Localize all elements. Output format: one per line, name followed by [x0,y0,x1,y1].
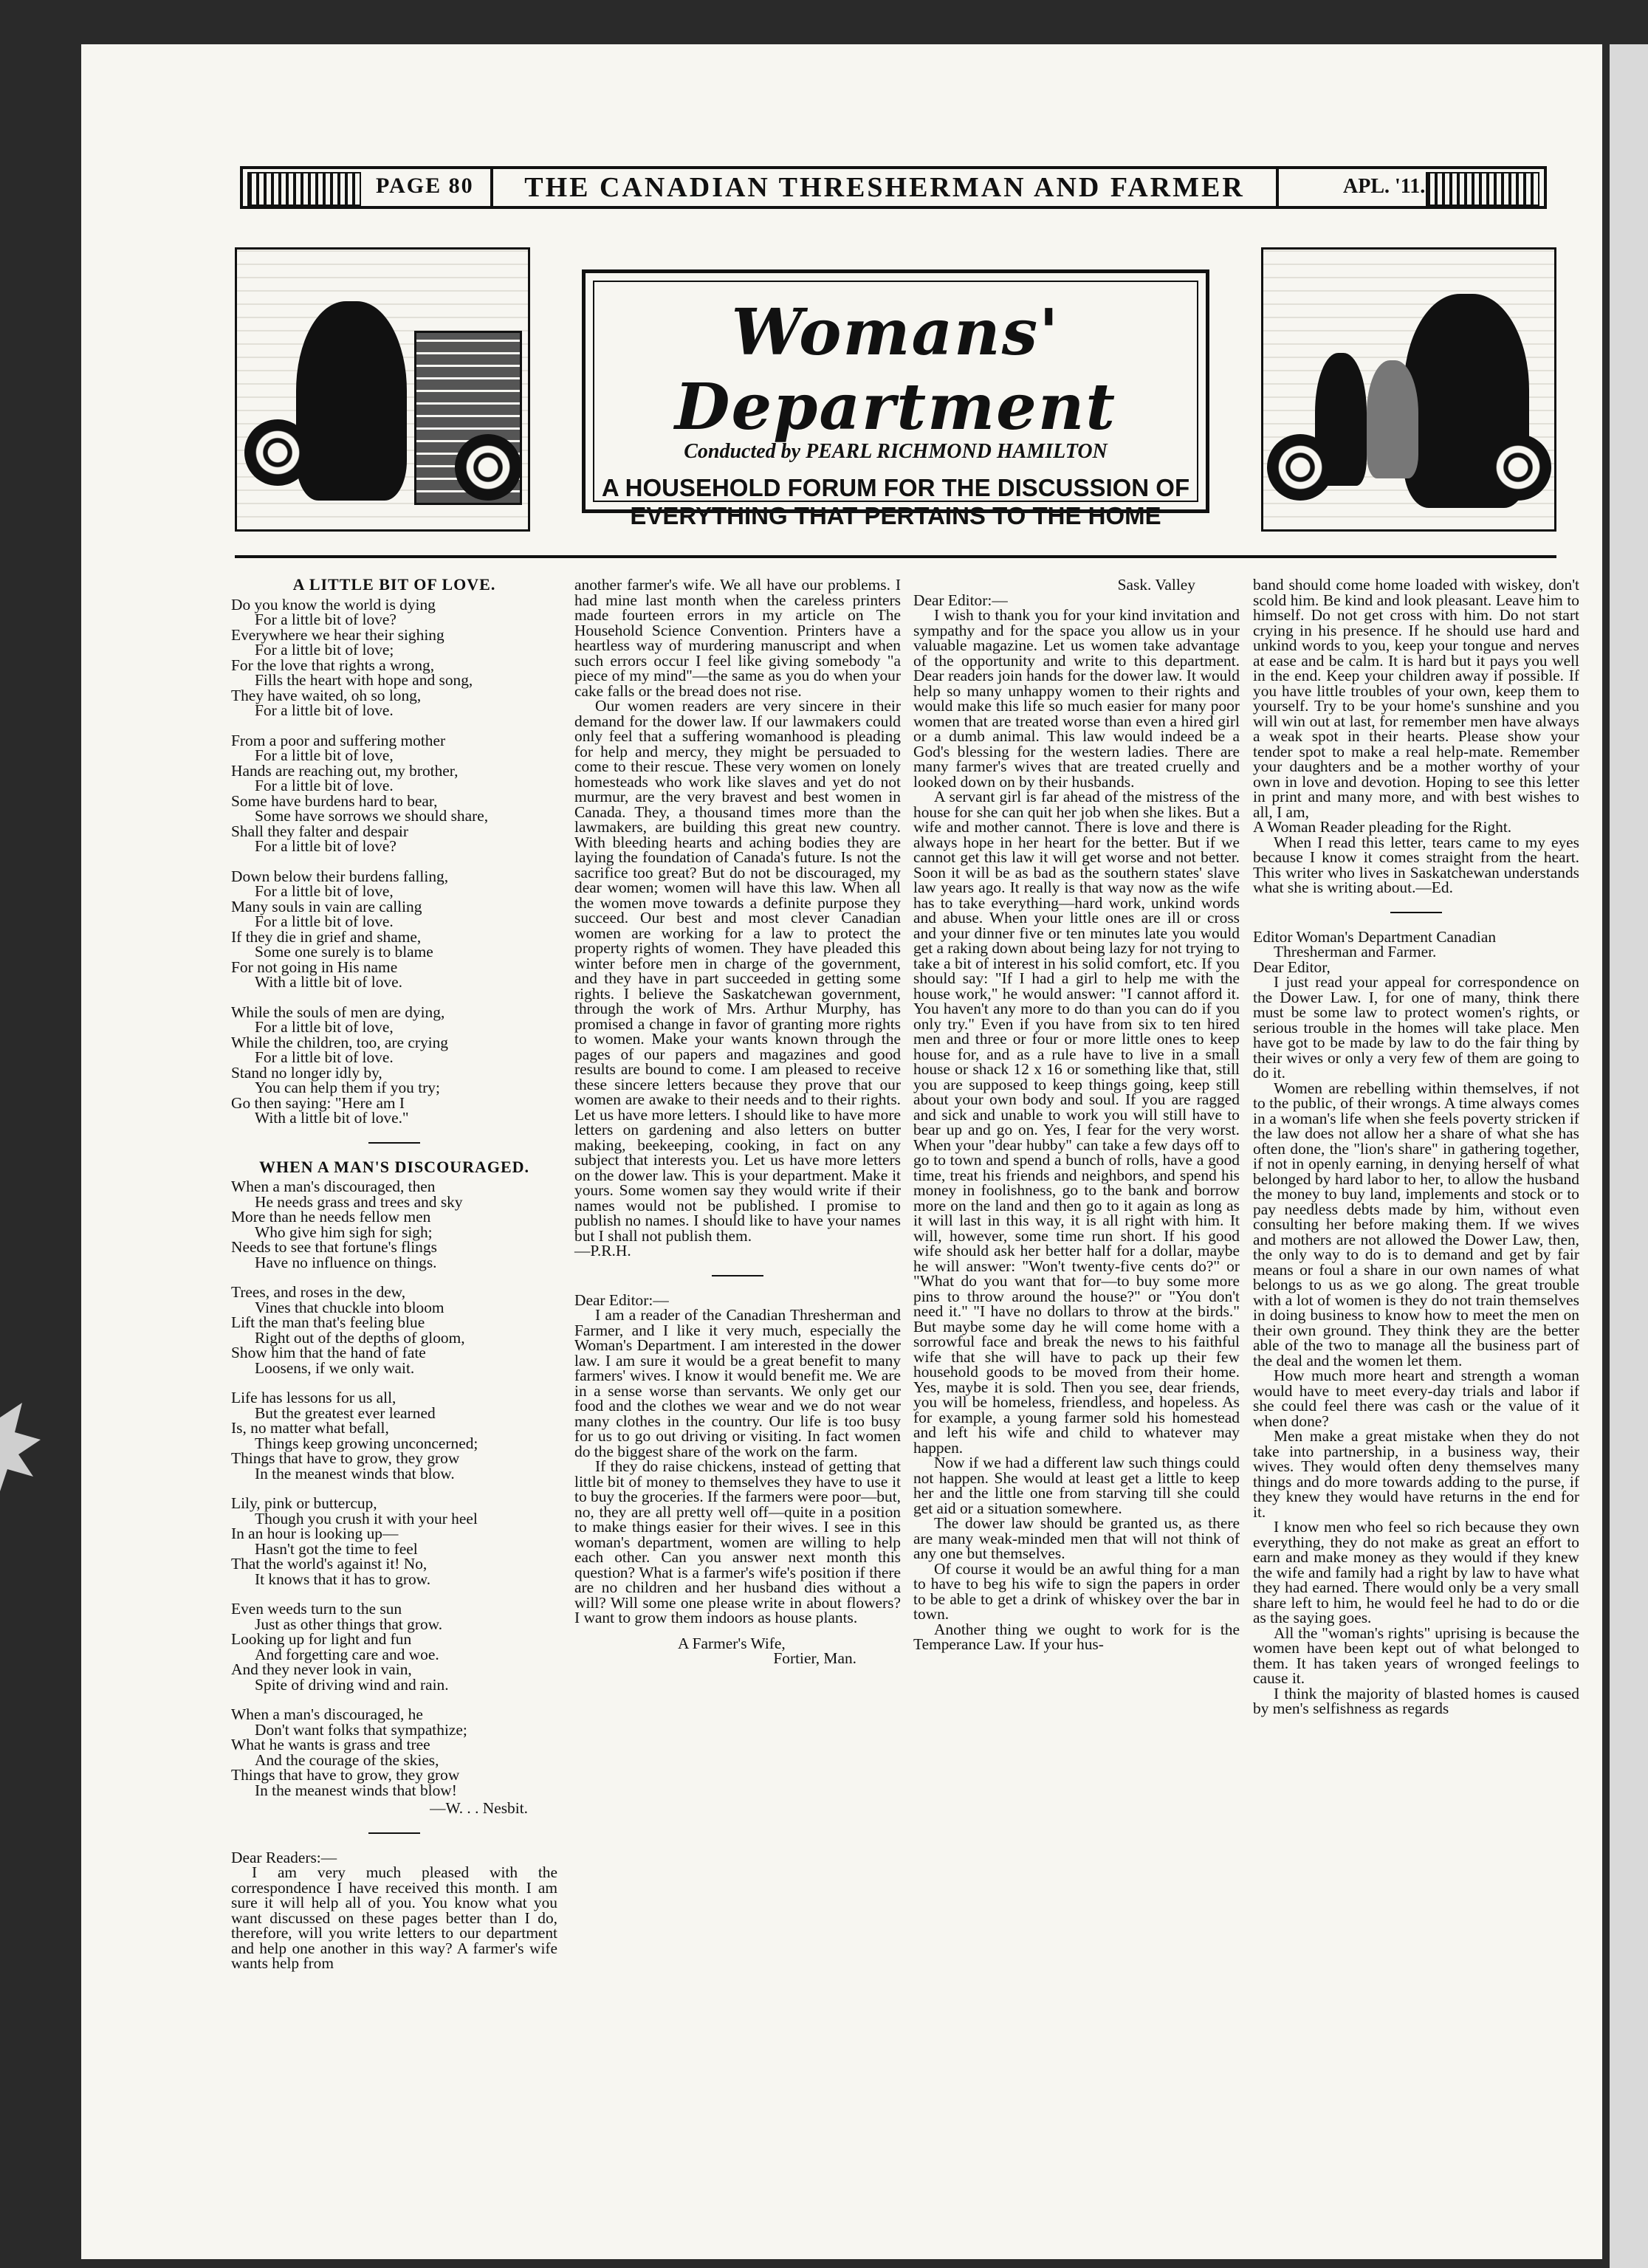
poem-line: That the world's against it! No, [231,1555,428,1573]
poem-stanza [231,1707,557,1798]
poem-line: Some have sorrows we should share, [255,807,489,825]
poem-line: You can help them if you try; [255,1079,440,1096]
poem-stanza [231,1390,557,1481]
poem-stanza [231,1005,557,1126]
paragraph: another farmer's wife. We all have our problems. I had mine last month when the careless printers made fourteen errors in my article on The Household Science Convention. Printers have a heartless way of murdering manuscript and when such errors occur I feel like giving somebody "a piece of my mind"—the same as you do when your cake falls or the bread does not rise. [574,576,901,700]
issue-date: APL. '11. [1343,175,1426,198]
poem-line: Is, no matter what befall, [231,1419,389,1437]
conducted-by: Conducted by PEARL RICHMOND HAMILTON [684,440,1108,463]
poem-line: Vines that chuckle into bloom [255,1298,444,1316]
poem-line: Spite of driving wind and rain. [255,1675,449,1694]
letter-greeting: Dear Editor, [1253,958,1331,976]
publication-title: THE CANADIAN THRESHERMAN AND FARMER [490,169,1279,206]
paragraph: I think the majority of blasted homes is caused by men's selfishness as regards [1253,1684,1579,1717]
column-1 [231,577,557,1971]
torn-margin-mark [0,1388,52,1506]
paragraph: Another thing we ought to work for is the Temperance Law. If your hus- [913,1620,1240,1653]
department-title-panel [582,269,1209,529]
poem-when-a-mans-discouraged [231,1179,557,1798]
signature: —P.R.H. [574,1242,631,1260]
poem-line: Things that have to grow, they grow [231,1766,460,1784]
poem-line: And they never look in vain, [231,1660,412,1678]
poem-line: In an hour is looking up— [231,1525,399,1542]
poem-line: Lift the man that's feeling blue [231,1313,425,1331]
poem-line: Life has lessons for us all, [231,1389,396,1406]
illustration-mother-children [1261,247,1556,532]
paragraph: A servant girl is far ahead of the mistress of the house for she can quit her job when she likes. But a wife and mother cannot. There is love and there is always hope in her heart for the better. But if we cannot get this law it will get worse and not better. Soon it will be as bad as the southern states' slave law years ago. It really is that way now as the wife has to take everything—hard work, unkind words and abuse. When your little ones are ill or cross and your dinner five or ten minutes late you would get a raking down about being lazy for not trying to take a bit of interest in his solid comfort, etc. If you should say: "If I had a girl to help me with the house work," he would answer: "I cannot afford it. You haven't any more to do than you can do if you only try." Even if you have from six to ten hired men and three or four or more little ones to keep house for, and as a rule have to live in a small house or shack 12 x 16 or something like that, still you are supposed to keep things going, keep still about your own body and soul. If you are ragged and sick and unable to work you will still have to bear up and go on. Yes, I fear for the very worst. When your "dear hubby" can take a few days off to go to town and spend a bunch of rolls, have a good time, treat his friends and neighbors, and spend his money in foolishness, go to the bank and borrow more on the land and then go to it again as long as it will last in this way, it is all right with him. It will, however, some time run short. If his good wife should ask her better half for a dollar, maybe he will answer: "Won't twenty-five cents do?" or "What do you want that for—to buy some more pins to throw around the house?" or "You don't need it." "I have no dollars to throw at the birds." But maybe some day he will come home with a sorrowful face and break the news to his faithful wife that she will have to pack up their few household goods to be moved from their home. Yes, maybe it is sold. Then you see, dear friends, you will be homeless, friendless, and hopeless. As for example, a young farmer sold his homestead and left his wife and child to whatever may happen. [913,788,1240,1457]
poem-line: If they die in grief and shame, [231,927,422,946]
poem-line: They have waited, oh so long, [231,686,422,704]
poem-stanza [231,1496,557,1587]
poem-line: Some one surely is to blame [255,943,433,961]
ornament-left-icon [247,172,361,206]
letter-address: Thresherman and Farmer. [1274,943,1437,961]
poem-title: A LITTLE BIT OF LOVE. [292,575,496,594]
poem-stanza [231,1601,557,1692]
poem-line: For a little bit of love? [255,611,396,628]
poem-stanza [231,1285,557,1375]
paragraph: Men make a great mistake when they do not take into partnership, in a business way, their wives. They would often deny themselves many things and do more towards adding to the purse, if they knew they would have returns in the end for it. [1253,1427,1579,1521]
poem-line: What he wants is grass and tree [231,1736,430,1753]
paragraph: band should come home loaded with wiskey, don't scold him. Be kind and look pleasant. Leave him to himself. Do not get cross with him. Do not start crying in his presence. If he should use hard and unkind words to you, keep your tongue and nerves at ease and be calm. It is hard but it pays you well in the end. Keep your children away if possible. If you have little troubles of your own, keep them to yourself. Try to be your home's sunshine and you will win out at last, for remember men have always a weak spot in their hearts. Please show your tender spot to make a real help-mate. Remember your daughters and be a mother worthy of your own in love and devotion. Hoping to see this letter in print and many more, and with best wishes to all, I am, [1253,576,1579,821]
signature-location: Fortier, Man. [773,1649,856,1667]
poem-line: When a man's discouraged, he [231,1705,423,1723]
paragraph: I am a reader of the Canadian Thresherman and Farmer, and I like it very much, especially the Woman's Department. I am interested in the dower law. I am sure it would be a great benefit to many farmers' wives. I know it would benefit me. We are in a sense worse than servants. We only get our food and the clothes we wear and we do not wear many clothes in the country. Our life is too busy for us to go out driving or visiting. In fact women do the biggest share of the work on the farm. [574,1306,901,1460]
poem-line: Down below their burdens falling, [231,867,449,885]
poem-line: For the love that rights a wrong, [231,656,435,674]
plant-icon [1267,434,1333,501]
ornament-right-icon [1426,172,1539,206]
poem-line: For a little bit of love. [255,701,394,719]
poem-line: Things that have to grow, they grow [231,1449,460,1467]
column-3 [913,577,1240,1652]
poem-line: For a little bit of love. [255,913,394,930]
poem-title: WHEN A MAN'S DISCOURAGED. [258,1157,530,1176]
editor-note: When I read this letter, tears came to my eyes because I know it comes straight from the heart. This writer who lives in Saskatchewan understands what she is writing about.—Ed. [1253,833,1579,896]
poem-stanza [231,597,557,718]
poem-line: Trees, and roses in the dew, [231,1283,406,1301]
poem-line: Though you crush it with your heel [255,1509,478,1528]
poem-attribution: —W. . . Nesbit. [430,1799,528,1817]
paragraph: The dower law should be granted us, as there are many weak-minded men that will not think of any one but themselves. [913,1514,1240,1562]
poem-line: For not going in His name [231,958,398,976]
poem-stanza [231,869,557,990]
department-banner [235,247,1556,532]
plant-icon [244,419,311,486]
letter-greeting: Dear Editor:— [913,591,1008,609]
poem-line: Even weeds turn to the sun [231,1600,402,1618]
forum-tagline [594,474,1197,530]
poem-line: For a little bit of love. [255,1048,394,1066]
poem-line: From a poor and suffering mother [231,731,446,749]
poem-line: While the children, too, are crying [231,1033,449,1051]
page-number: PAGE 80 [376,173,474,198]
facing-page-edge [1610,44,1648,2268]
poem-line: Do you know the world is dying [231,595,436,614]
forum-tagline-line2: EVERYTHING THAT PERTAINS TO THE HOME [630,502,1161,529]
poem-line: Fills the heart with hope and song, [255,671,473,689]
poem-line: Don't want folks that sympathize; [255,1720,467,1739]
poem-line: Loosens, if we only wait. [255,1358,415,1377]
separator [368,1832,420,1834]
poem-line: Everywhere we hear their sighing [231,625,444,644]
department-title: Womans' Department [674,295,1117,444]
section-rule [235,555,1556,558]
poem-little-bit-of-love [231,597,557,1126]
poem-line: Hands are reaching out, my brother, [231,761,459,780]
poem-line: For a little bit of love; [255,641,394,659]
poem-line: When a man's discouraged, then [231,1178,436,1195]
illustration-woman-sewing [235,247,530,532]
poem-line: Hasn't got the time to feel [255,1539,418,1558]
poem-line: For a little bit of love, [255,882,394,900]
paragraph: I know men who feel so rich because they own everything, they do not make as great an effort to earn and make money as they would if they knew the wife and family had a right by law to have what they had earned. There would only be a very small share left to him, he would feel he had to do or die as the saying goes. [1253,1518,1579,1626]
poem-stanza [231,733,557,854]
paragraph: I wish to thank you for your kind invitation and sympathy and for the space you allow us in your valuable magazine. Let us women take advantage of the opportunity and write to this department. Dear readers join hands for the dower law. It would help so many unhappy women to their rights and would make this life so much easier for many poor women that are treated worse than even a hired girl or a dumb animal. This law would indeed be a God's blessing for the western ladies. There are many farmer's wives that are treated cruelly and looked down on by their husbands. [913,606,1240,791]
paragraph: Now if we had a different law such things could not happen. She would at least get a little to keep her and the little one from starving till she could get aid or a situation somewhere. [913,1454,1240,1517]
paragraph: Women are rebelling within themselves, if not to the public, of their wrongs. A time always comes in a woman's life when she feels poverty stricken if the law does not allow her a share of what she has often done, the "lion's share" in gathering together, if not in openly earning, in denying herself of what belonged by hard labor to her, to allow the husband the money to buy land, implements and stock or to pay needless debts made by him, without even consulting her before making them. If we wives and mothers are not allowed the Dower Law, then, the only way to do is to demand and get by fair means or foul a share in our own names of what belongs to us as we go along. The great trouble with a lot of women is they do not train themselves in doing business to know how to meet the men on their own ground. They think they are the better able of the two to manage all the business part of the deal and the women let them. [1253,1079,1579,1370]
poem-line: While the souls of men are dying, [231,1003,445,1021]
poem-line: For a little bit of love. [255,777,394,794]
paragraph: All the "woman's rights" uprising is because the women have been kept out of what belonged to them. It has taken years of wronged feelings to cause it. [1253,1623,1579,1687]
poem-line: Have no influence on things. [255,1253,437,1271]
letter-address: Editor Woman's Department Canadian [1253,927,1497,946]
poem-line: Stand no longer idly by, [231,1063,382,1082]
poem-line: And forgetting care and woe. [255,1645,439,1663]
separator [712,1275,763,1276]
poem-stanza [231,1179,557,1270]
poem-line: More than he needs fellow men [231,1208,431,1226]
paragraph: Our women readers are very sincere in their demand for the dower law. If our lawmakers could only feel that a suffering womanhood is pleading for help and mercy, they might be persuaded to come to their rescue. These very women on lonely homesteads who work like slaves and yet do not murmur, are the very bravest and best women in Canada. They, a thousand times more than the lawmakers, are building this great new country. With bleeding hearts and aching bodies they are laying the foundation of Canada's future. Is not the sacrifice too great? But do not be discouraged, my dear women; women will have this law. When all the women move towards a definite purpose they succeed. Our best and most clever Canadian women are working for a law to protect the property rights of women. They have pleaded this winter before men in charge of the government, and they have in part succeeded in getting some rights. I believe the Saskatchewan government, through the work of Mrs. Arthur Murphy, has promised a change in favor of granting more rights to women. Make your wants known through the pages of our papers and magazines and good results are bound to come. I am pleased to receive these sincere letters because they prove that our women are awake to their needs and to their rights. Let us have more letters. I should like to have more letters on gardening and also letters on butter making, beekeeping, cooking, in fact on any subject that interests you. Let us have more letters on the dower law. This is your department. Make it yours. Some women say they would write if their names would not be published. I promise to publish no names. I should like to have your names but I shall not publish them. [574,697,901,1245]
letter-greeting: Dear Readers:— [231,1848,337,1866]
plant-icon [1485,434,1551,501]
column-4 [1253,577,1579,1717]
poem-line: Shall they falter and despair [231,822,408,840]
letter-greeting: Dear Editor:— [574,1291,669,1309]
woman-figure-icon [296,301,407,501]
separator [1390,912,1442,913]
signature: A Farmer's Wife, [678,1634,786,1652]
paragraph: How much more heart and strength a woman would have to meet every-day trials and labor if she could feel there was cash or the value of it when done? [1253,1367,1579,1430]
paragraph: Of course it would be an awful thing for a man to have to beg his wife to sign the papers in order to be able to get a drink of whiskey over the bar in town. [913,1559,1240,1623]
poem-line: It knows that it has to grow. [255,1570,431,1588]
poem-line: For a little bit of love, [255,746,394,764]
poem-line: And the courage of the skies, [255,1750,439,1769]
poem-line: But the greatest ever learned [255,1403,436,1422]
forum-tagline-line1: A HOUSEHOLD FORUM FOR THE DISCUSSION OF [601,474,1190,501]
poem-line: Just as other things that grow. [255,1615,443,1633]
poem-line: Go then saying: "Here am I [231,1093,405,1112]
poem-line: Right out of the depths of gloom, [255,1328,465,1347]
poem-line: Who give him sigh for sigh; [255,1223,433,1241]
poem-line: Show him that the hand of fate [231,1344,426,1361]
poem-line: He needs grass and trees and sky [255,1192,463,1211]
poem-line: With a little bit of love. [255,973,402,991]
masthead-bar [240,166,1547,209]
poem-line: Things keep growing unconcerned; [255,1434,478,1452]
plant-icon [455,434,521,501]
poem-line: With a little bit of love." [255,1109,409,1127]
column-2 [574,577,901,1666]
poem-line: For a little bit of love? [255,837,396,855]
paragraph: I just read your appeal for correspondence on the Dower Law. I, for one of many, think there must be some law to protect women's rights, or serious trouble in the homes will take place. Men have got to be made by law to do the fair thing by their wives or only a very few of them are going to do it. [1253,973,1579,1082]
paragraph: If they do raise chickens, instead of getting that little bit of money to themselves they have to use it to buy the groceries. If the farmers were poor—but, no, they are all pretty well off—quite in a position to make things easier for their wives. I see in this woman's department, women are willing to help each other. Can you answer next month this question? What is a farmer's wife's position if there are no children and her husband dies without a will? Will some one please write in about flowers? I want to grow them indoors as house plants. [574,1457,901,1626]
poem-line: Some have burdens hard to bear, [231,791,438,810]
poem-line: Many souls in vain are calling [231,897,422,915]
poem-line: Needs to see that fortune's flings [231,1238,437,1256]
girl-figure-icon [1367,360,1418,478]
poem-line: In the meanest winds that blow! [255,1781,457,1799]
poem-line: For a little bit of love, [255,1018,394,1036]
letter-body: I am very much pleased with the correspondence I have received this month. I am sure it will help all of you. You know what you want discussed on these pages better than I do, therefore, will you write letters to our department and help one another in this way? A farmer's wife wants help from [231,1863,557,1972]
separator [368,1142,420,1144]
poem-line: Looking up for light and fun [231,1630,412,1648]
letter-place: Sask. Valley [1117,576,1195,594]
signature: A Woman Reader pleading for the Right. [1253,818,1512,836]
poem-line: In the meanest winds that blow. [255,1464,455,1482]
poem-line: Lily, pink or buttercup, [231,1494,377,1512]
